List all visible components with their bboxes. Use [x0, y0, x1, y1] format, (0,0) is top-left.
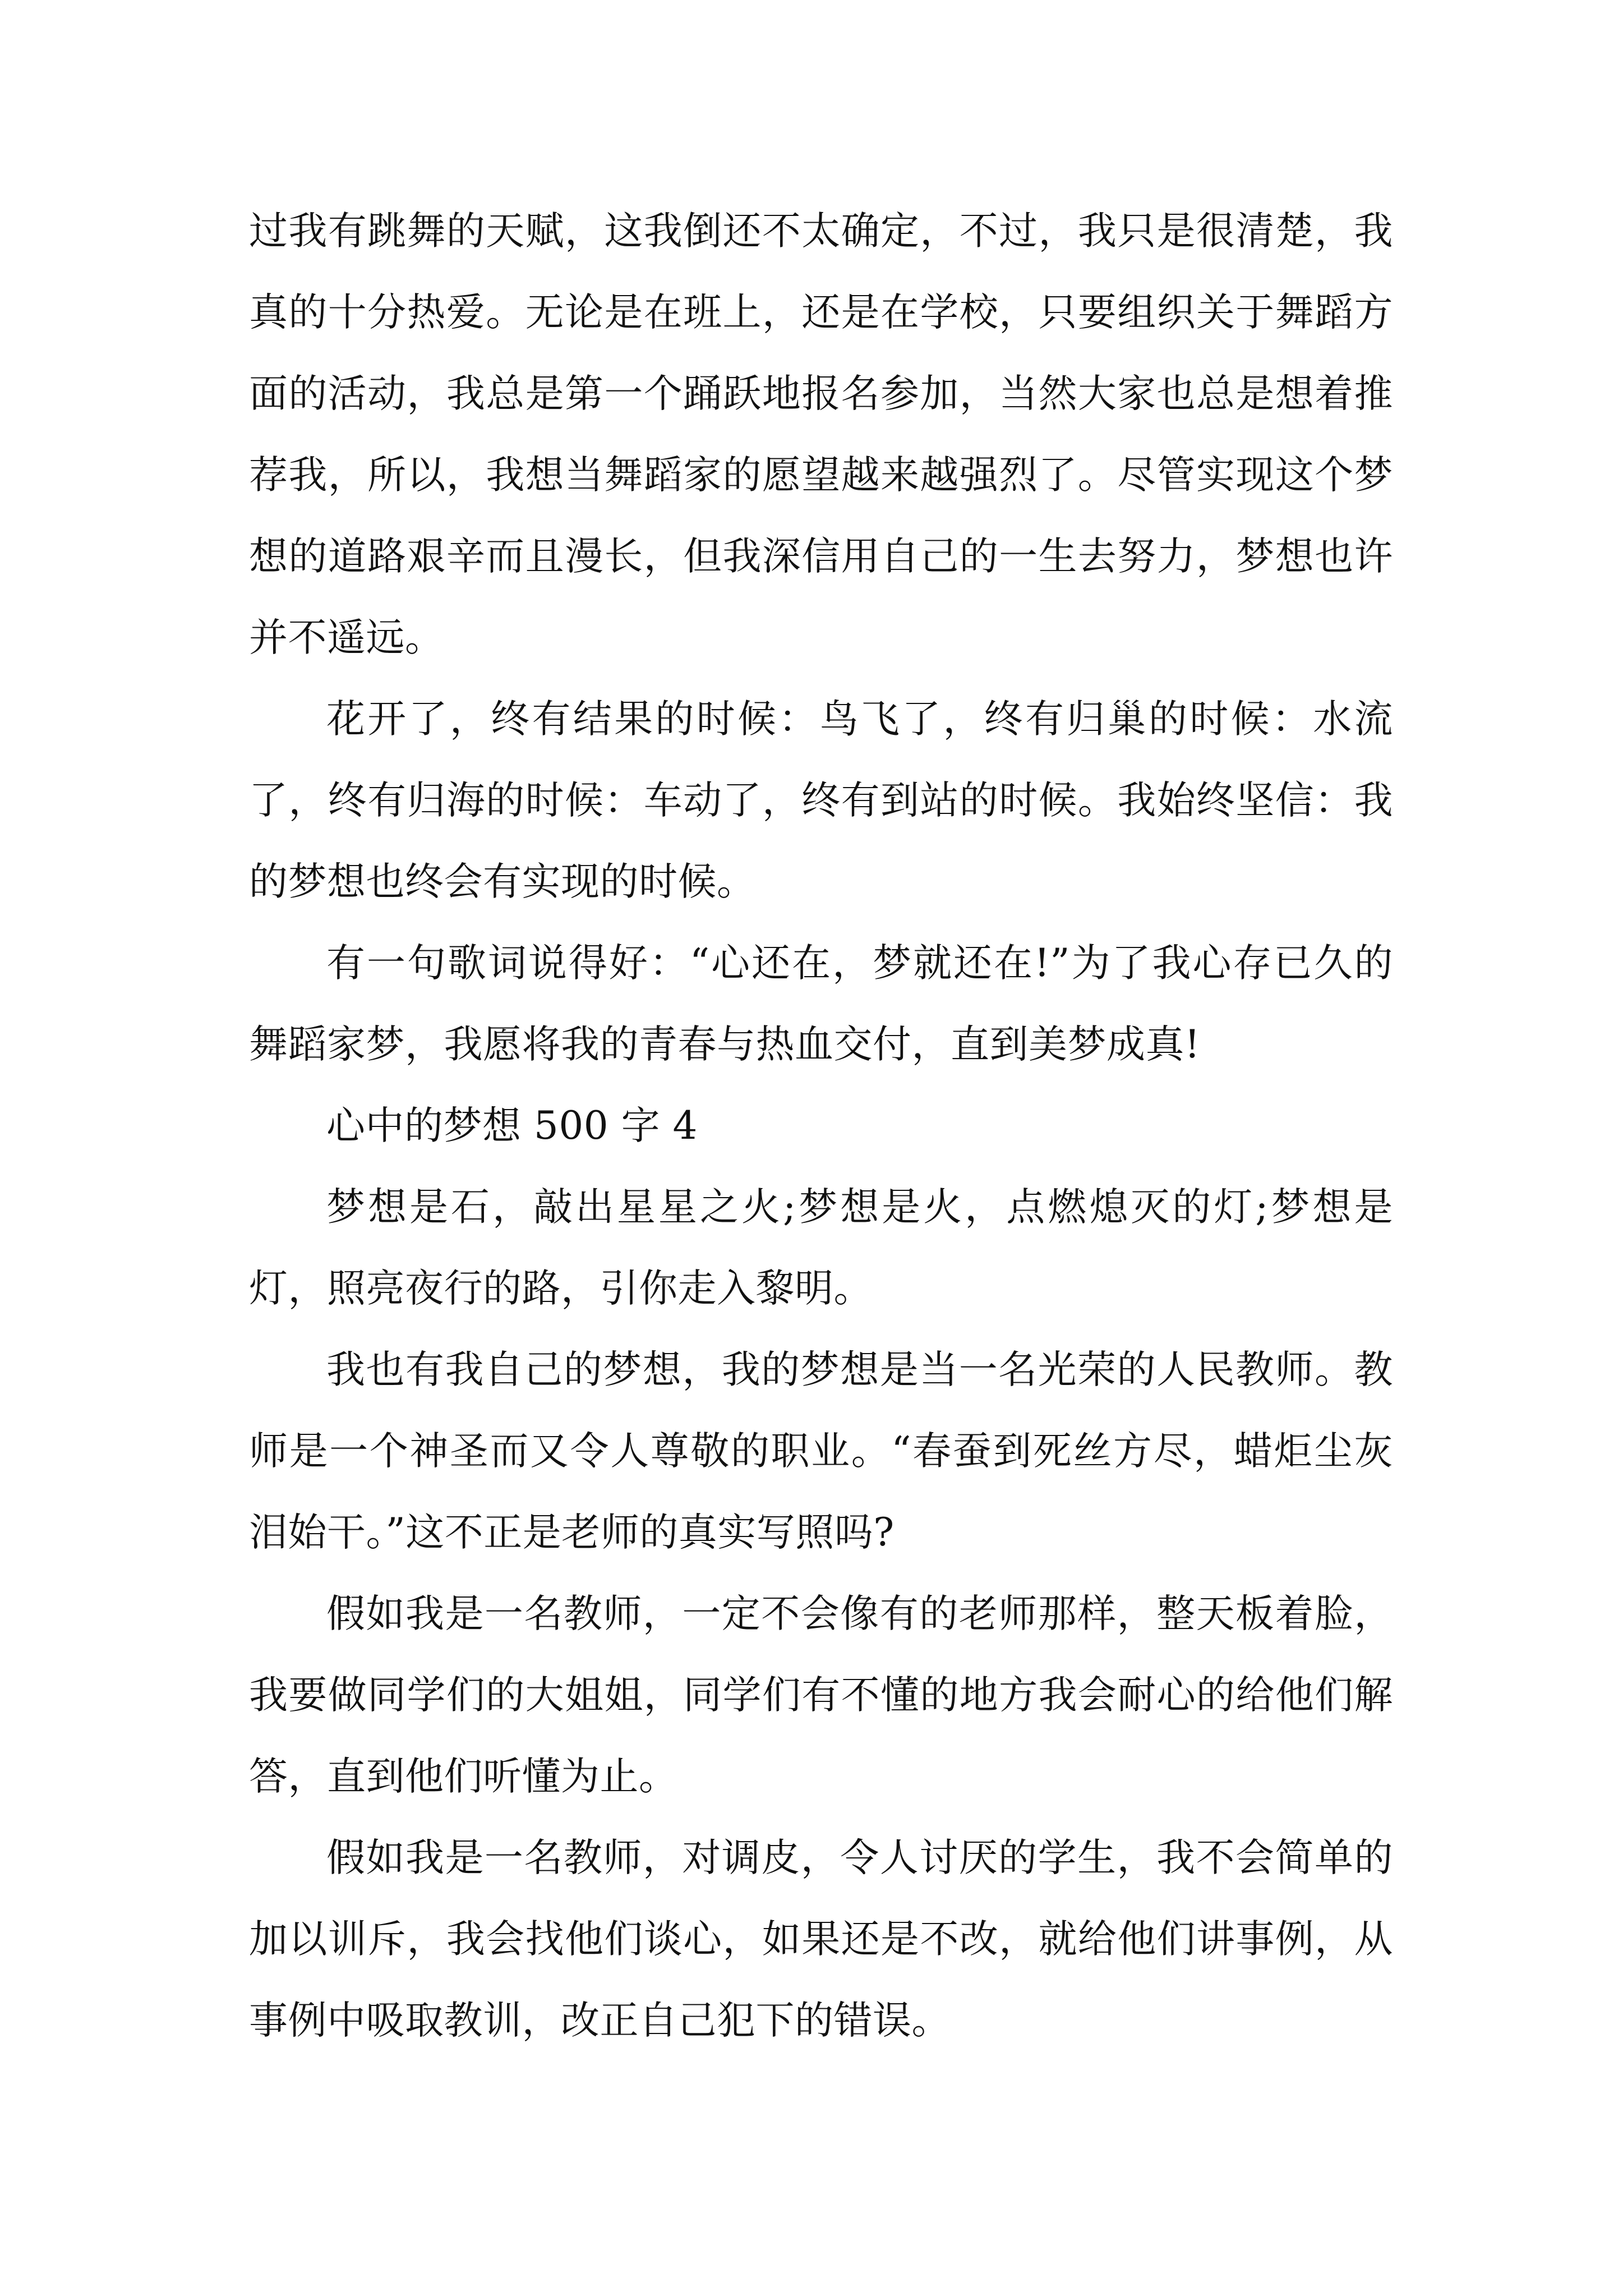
document-body	[249, 191, 1393, 2062]
paragraph-continuation: 过我有跳舞的天赋，这我倒还不太确定，不过，我只是很清楚，我真的十分热爱。无论是在班上，还是在学校，只要组织关于舞蹈方面的活动，我总是第一个踊跃地报名参加，当然大家也总是想着推荐我，所以，我想当舞蹈家的愿望越来越强烈了。尽管实现这个梦想的道路艰辛而且漫长，但我深信用自己的一生去努力，梦想也许并不遥远。	[249, 209, 1393, 660]
paragraph-dream-stone: 梦想是石，敲出星星之火;梦想是火，点燃熄灭的灯;梦想是灯，照亮夜行的路，引你走入黎明。	[249, 1185, 1393, 1311]
paragraph-teacher-dream: 我也有我自己的梦想，我的梦想是当一名光荣的人民教师。教师是一个神圣而又令人尊敬的职业。“春蚕到死丝方尽，蜡炬尘灰泪始干。”这不正是老师的真实写照吗?	[249, 1347, 1393, 1555]
paragraph-if-teacher-1: 假如我是一名教师，一定不会像有的老师那样，整天板着脸，我要做同学们的大姐姐，同学们有不懂的地方我会耐心的给他们解答，直到他们听懂为止。	[249, 1591, 1393, 1799]
section-heading: 心中的梦想 500 字 4	[326, 1103, 698, 1148]
paragraph-if-teacher-2: 假如我是一名教师，对调皮，令人讨厌的学生，我不会简单的加以训斥，我会找他们谈心，如果还是不改，就给他们讲事例，从事例中吸取教训，改正自己犯下的错误。	[249, 1835, 1393, 2043]
paragraph-lyrics: 有一句歌词说得好：“心还在，梦就还在!”为了我心存已久的舞蹈家梦，我愿将我的青春与热血交付，直到美梦成真!	[249, 941, 1393, 1067]
paragraph-flower: 花开了，终有结果的时候：鸟飞了，终有归巢的时候：水流了，终有归海的时候：车动了，终有到站的时候。我始终坚信：我的梦想也终会有实现的时候。	[249, 697, 1393, 904]
